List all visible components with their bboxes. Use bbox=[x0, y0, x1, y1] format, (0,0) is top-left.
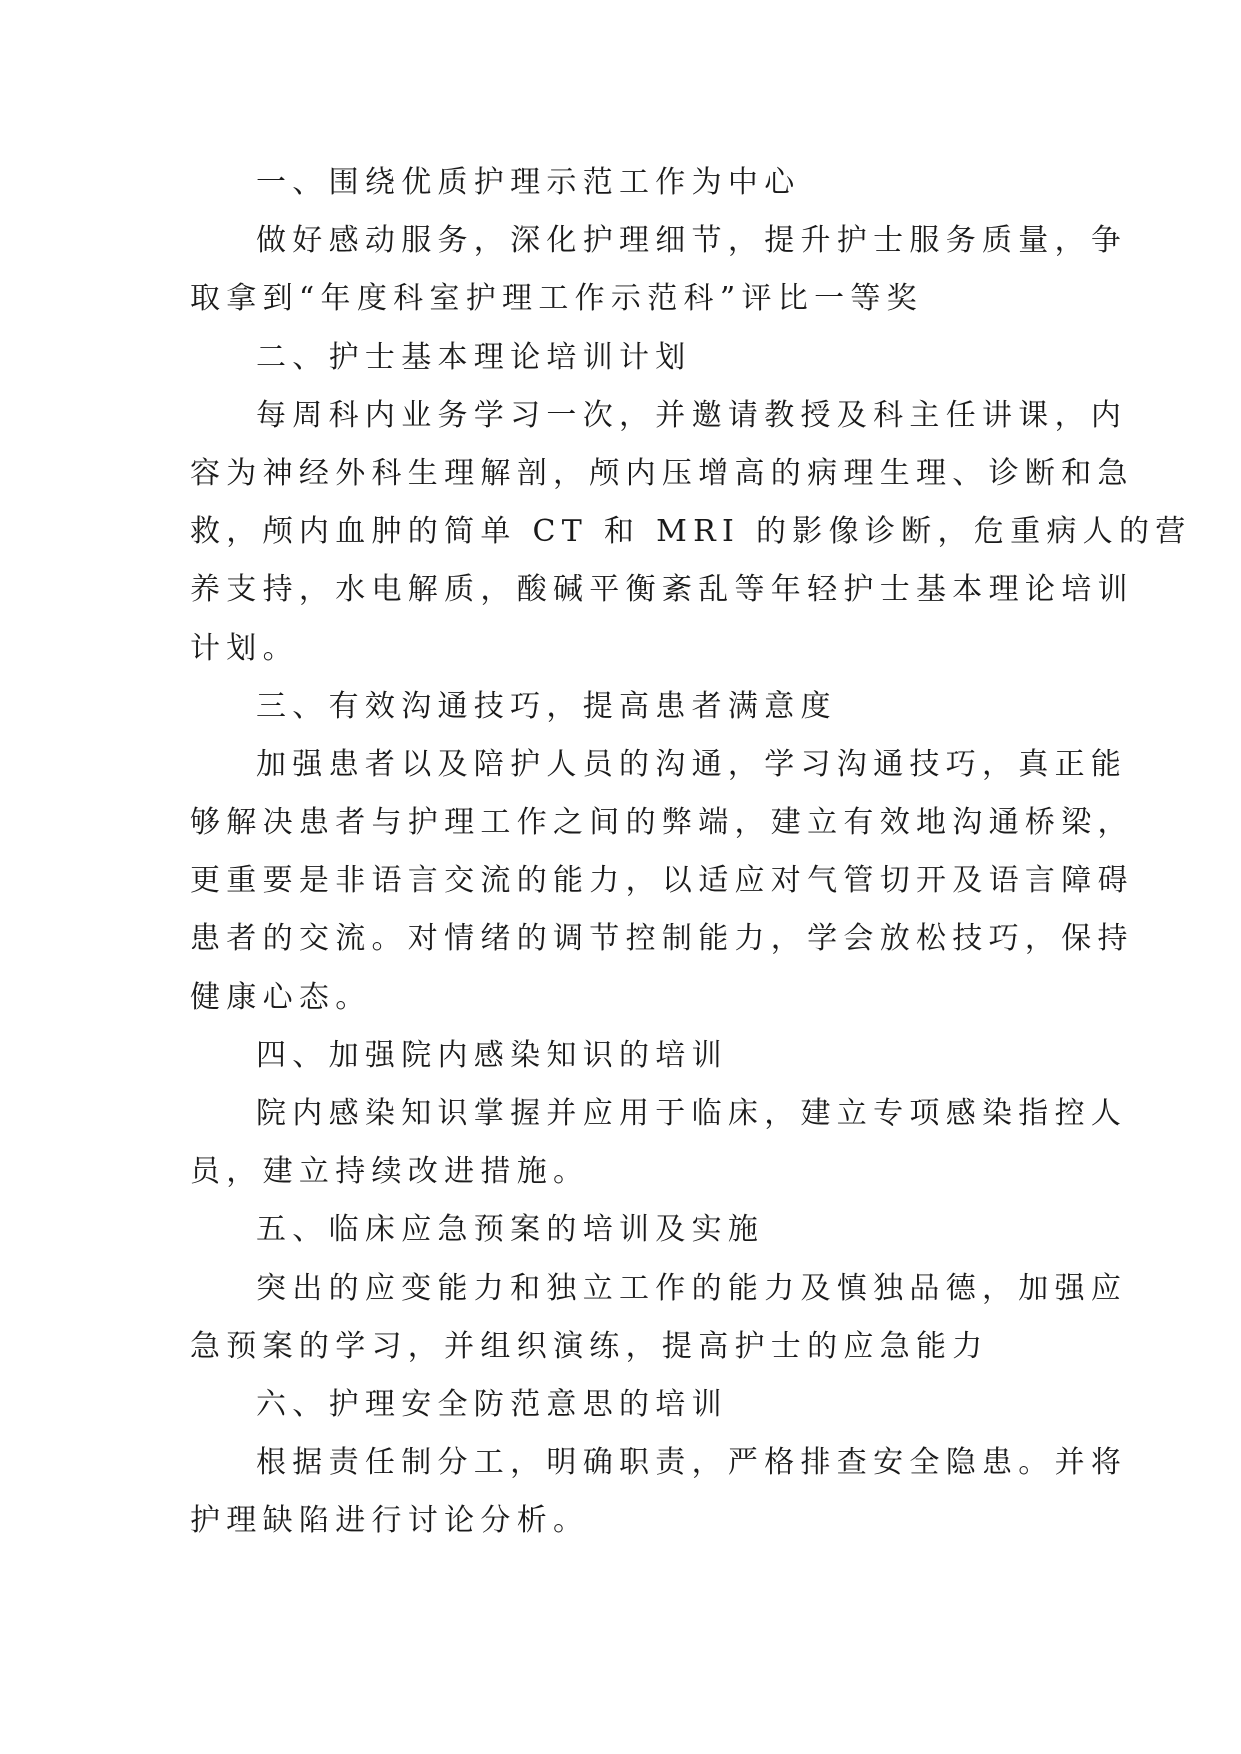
section-heading-5: 五、临床应急预案的培训及实施 bbox=[256, 1212, 765, 1248]
paragraph-line: 计划。 bbox=[190, 630, 299, 666]
paragraph-line: 突出的应变能力和独立工作的能力及慎独品德，加强应 bbox=[256, 1270, 1128, 1306]
document-body bbox=[190, 154, 1192, 1551]
paragraph-line: 养支持，水电解质，酸碱平衡紊乱等年轻护士基本理论培训 bbox=[190, 572, 1134, 608]
section-heading-6: 六、护理安全防范意思的培训 bbox=[256, 1386, 728, 1422]
paragraph-line: 院内感染知识掌握并应用于临床，建立专项感染指控人 bbox=[256, 1096, 1128, 1131]
paragraph-line: 做好感动服务，深化护理细节，提升护士服务质量，争 bbox=[256, 223, 1128, 259]
paragraph-line: 容为神经外科生理解剖，颅内压增高的病理生理、诊断和急 bbox=[190, 455, 1134, 491]
paragraph-line: 够解决患者与护理工作之间的弊端，建立有效地沟通桥梁， bbox=[190, 805, 1134, 841]
paragraph-line: 根据责任制分工，明确职责，严格排查安全隐患。并将 bbox=[256, 1445, 1128, 1481]
paragraph-line: 救，颅内血肿的简单 CT 和 MRI 的影像诊断，危重病人的营 bbox=[190, 514, 1192, 550]
paragraph-line: 加强患者以及陪护人员的沟通，学习沟通技巧，真正能 bbox=[256, 746, 1128, 782]
paragraph-line: 取拿到“年度科室护理工作示范科”评比一等奖 bbox=[190, 281, 923, 317]
paragraph-line: 健康心态。 bbox=[190, 979, 372, 1015]
section-heading-3: 三、有效沟通技巧，提高患者满意度 bbox=[256, 688, 837, 724]
section-heading-4: 四、加强院内感染知识的培训 bbox=[256, 1037, 728, 1073]
paragraph-line: 患者的交流。对情绪的调节控制能力，学会放松技巧，保持 bbox=[190, 921, 1134, 957]
paragraph-line: 每周科内业务学习一次，并邀请教授及科主任讲课，内 bbox=[256, 397, 1128, 433]
section-heading-1: 一、围绕优质护理示范工作为中心 bbox=[256, 165, 801, 200]
paragraph-line: 护理缺陷进行讨论分析。 bbox=[190, 1503, 590, 1539]
paragraph-line: 急预案的学习，并组织演练，提高护士的应急能力 bbox=[190, 1328, 989, 1364]
paragraph-line: 员，建立持续改进措施。 bbox=[190, 1154, 590, 1190]
paragraph-line: 更重要是非语言交流的能力，以适应对气管切开及语言障碍 bbox=[190, 863, 1134, 899]
section-heading-2: 二、护士基本理论培训计划 bbox=[256, 339, 692, 375]
